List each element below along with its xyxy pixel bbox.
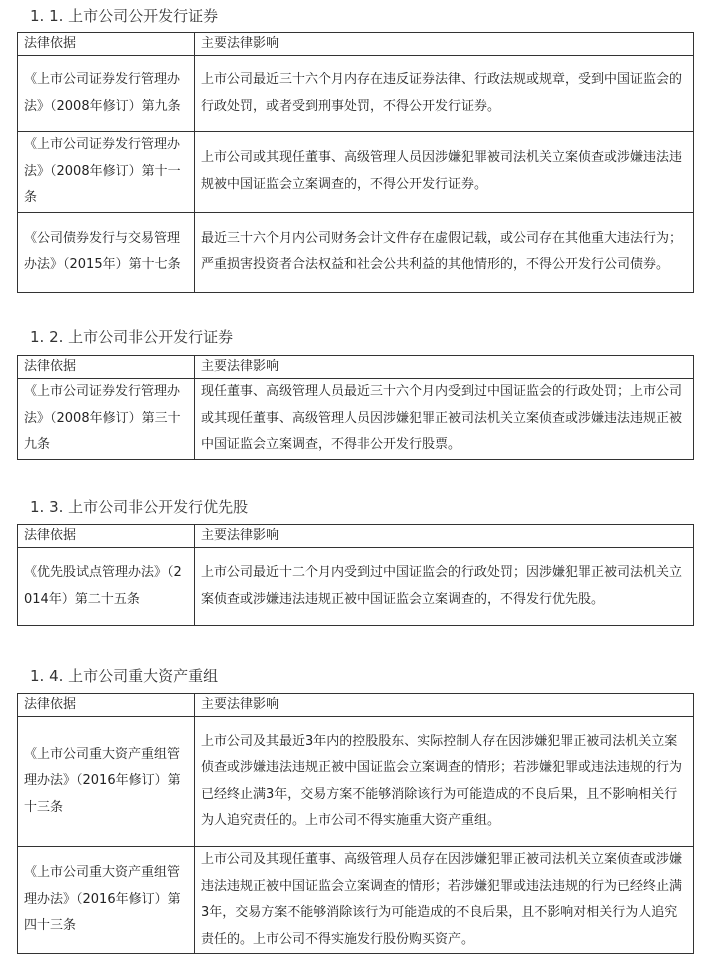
legal-basis-cell: 《上市公司重大资产重组管理办法》（2016年修订）第十三条: [18, 717, 195, 847]
table-row: [18, 379, 694, 460]
column-header-impact: 主要法律影响: [195, 33, 694, 56]
column-header-basis: 法律依据: [18, 33, 195, 56]
legal-basis-cell: 《上市公司证券发行管理办法》（2008年修订）第十一条: [18, 132, 195, 213]
column-header-basis: 法律依据: [18, 694, 195, 717]
table-row: [18, 56, 694, 132]
section-heading: 1. 2. 上市公司非公开发行证券: [30, 328, 234, 346]
column-header-impact: 主要法律影响: [195, 356, 694, 379]
legal-basis-cell: 《上市公司重大资产重组管理办法》（2016年修订）第四十三条: [18, 847, 195, 954]
law-table: [17, 32, 694, 293]
table-row: [18, 548, 694, 626]
section-heading: 1. 1. 上市公司公开发行证券: [30, 7, 219, 25]
legal-impact-cell: 上市公司最近三十六个月内存在违反证券法律、行政法规或规章，受到中国证监会的行政处罚，或者受到刑事处罚，不得公开发行证券。: [195, 56, 694, 132]
legal-impact-cell: 上市公司及其现任董事、高级管理人员存在因涉嫌犯罪正被司法机关立案侦查或涉嫌违法违规正被中国证监会立案调查的情形；若涉嫌犯罪或违法违规的行为已经终止满3年，交易方案不能够消除该行为可能造成的不良后果，且不影响对相关行为人追究责任的。上市公司不得实施发行股份购买资产。: [195, 847, 694, 954]
legal-basis-cell: 《公司债券发行与交易管理办法》（2015年）第十七条: [18, 212, 195, 292]
column-header-basis: 法律依据: [18, 525, 195, 548]
legal-basis-cell: 《优先股试点管理办法》（2014年）第二十五条: [18, 548, 195, 626]
table-row: [18, 847, 694, 954]
column-header-impact: 主要法律影响: [195, 694, 694, 717]
table-header-row: [18, 694, 694, 717]
column-header-basis: 法律依据: [18, 356, 195, 379]
section-heading: 1. 4. 上市公司重大资产重组: [30, 667, 219, 685]
legal-basis-cell: 《上市公司证券发行管理办法》（2008年修订）第三十九条: [18, 379, 195, 460]
table-row: [18, 212, 694, 292]
column-header-impact: 主要法律影响: [195, 525, 694, 548]
table-row: [18, 132, 694, 213]
law-table: [17, 355, 694, 460]
legal-impact-cell: 现任董事、高级管理人员最近三十六个月内受到过中国证监会的行政处罚；上市公司或其现任董事、高级管理人员因涉嫌犯罪正被司法机关立案侦查或涉嫌违法违规正被中国证监会立案调查，不得非公开发行股票。: [195, 379, 694, 460]
legal-basis-cell: 《上市公司证券发行管理办法》（2008年修订）第九条: [18, 56, 195, 132]
legal-impact-cell: 上市公司或其现任董事、高级管理人员因涉嫌犯罪被司法机关立案侦查或涉嫌违法违规被中国证监会立案调查的，不得公开发行证券。: [195, 132, 694, 213]
legal-impact-cell: 最近三十六个月内公司财务会计文件存在虚假记载，或公司存在其他重大违法行为；严重损害投资者合法权益和社会公共利益的其他情形的，不得公开发行公司债券。: [195, 212, 694, 292]
law-table: [17, 693, 694, 954]
section-heading: 1. 3. 上市公司非公开发行优先股: [30, 498, 249, 516]
legal-impact-cell: 上市公司及其最近3年内的控股股东、实际控制人存在因涉嫌犯罪正被司法机关立案侦查或涉嫌违法违规正被中国证监会立案调查的情形；若涉嫌犯罪或违法违规的行为已经终止满3年，交易方案不能够消除该行为可能造成的不良后果，且不影响相关行为人追究责任的。上市公司不得实施重大资产重组。: [195, 717, 694, 847]
table-header-row: [18, 33, 694, 56]
table-header-row: [18, 525, 694, 548]
table-header-row: [18, 356, 694, 379]
legal-impact-cell: 上市公司最近十二个月内受到过中国证监会的行政处罚；因涉嫌犯罪正被司法机关立案侦查或涉嫌违法违规正被中国证监会立案调查的，不得发行优先股。: [195, 548, 694, 626]
table-row: [18, 717, 694, 847]
law-table: [17, 524, 694, 626]
